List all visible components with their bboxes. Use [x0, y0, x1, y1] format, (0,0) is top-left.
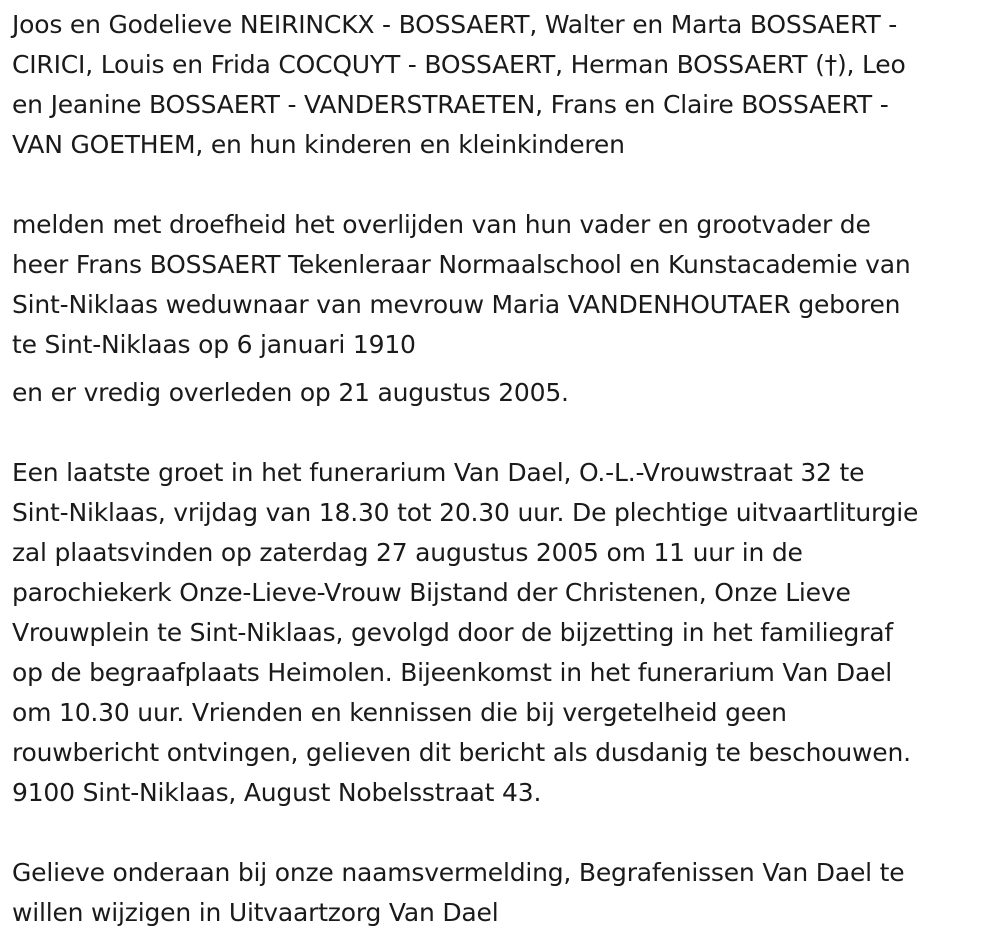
notice-line: melden met droefheid het overlijden van hun vader en grootvader de — [12, 210, 871, 239]
death-line: en er vredig overleden op 21 augustus 2005. — [12, 378, 569, 407]
paragraph-gap — [12, 165, 997, 205]
notice-line: Sint-Niklaas weduwnaar van mevrouw Maria VANDENHOUTAER geboren — [12, 290, 901, 319]
announcement-document — [12, 5, 997, 933]
funeral-paragraph — [12, 453, 997, 813]
funeral-line: parochiekerk Onze-Lieve-Vrouw Bijstand der Christenen, Onze Lieve — [12, 578, 851, 607]
funeral-line: Een laatste groet in het funerarium Van Dael, O.-L.-Vrouwstraat 32 te — [12, 458, 865, 487]
funeral-line: op de begraafplaats Heimolen. Bijeenkomst in het funerarium Van Dael — [12, 658, 892, 687]
funeral-line: Vrouwplein te Sint-Niklaas, gevolgd door de bijzetting in het familiegraf — [12, 618, 893, 647]
note-line: willen wijzigen in Uitvaartzorg Van Dael — [12, 898, 499, 927]
notice-line: te Sint-Niklaas op 6 januari 1910 — [12, 330, 416, 359]
family-paragraph — [12, 5, 997, 165]
death-paragraph — [12, 373, 997, 413]
funeral-line: om 10.30 uur. Vrienden en kennissen die bij vergetelheid geen — [12, 698, 787, 727]
note-paragraph — [12, 853, 997, 933]
note-line: Gelieve onderaan bij onze naamsvermelding, Begrafenissen Van Dael te — [12, 858, 905, 887]
funeral-line: 9100 Sint-Niklaas, August Nobelsstraat 43. — [12, 778, 542, 807]
paragraph-gap — [12, 413, 997, 453]
funeral-line: Sint-Niklaas, vrijdag van 18.30 tot 20.30 uur. De plechtige uitvaartliturgie — [12, 498, 919, 527]
notice-paragraph — [12, 205, 997, 365]
funeral-line: rouwbericht ontvingen, gelieven dit bericht als dusdanig te beschouwen. — [12, 738, 911, 767]
family-line: VAN GOETHEM, en hun kinderen en kleinkinderen — [12, 130, 625, 159]
notice-line: heer Frans BOSSAERT Tekenleraar Normaalschool en Kunstacademie van — [12, 250, 911, 279]
family-line: CIRICI, Louis en Frida COCQUYT - BOSSAERT, Herman BOSSAERT (†), Leo — [12, 50, 906, 79]
family-line: Joos en Godelieve NEIRINCKX - BOSSAERT, Walter en Marta BOSSAERT - — [12, 10, 898, 39]
family-line: en Jeanine BOSSAERT - VANDERSTRAETEN, Frans en Claire BOSSAERT - — [12, 90, 889, 119]
funeral-line: zal plaatsvinden op zaterdag 27 augustus 2005 om 11 uur in de — [12, 538, 803, 567]
paragraph-gap — [12, 813, 997, 853]
